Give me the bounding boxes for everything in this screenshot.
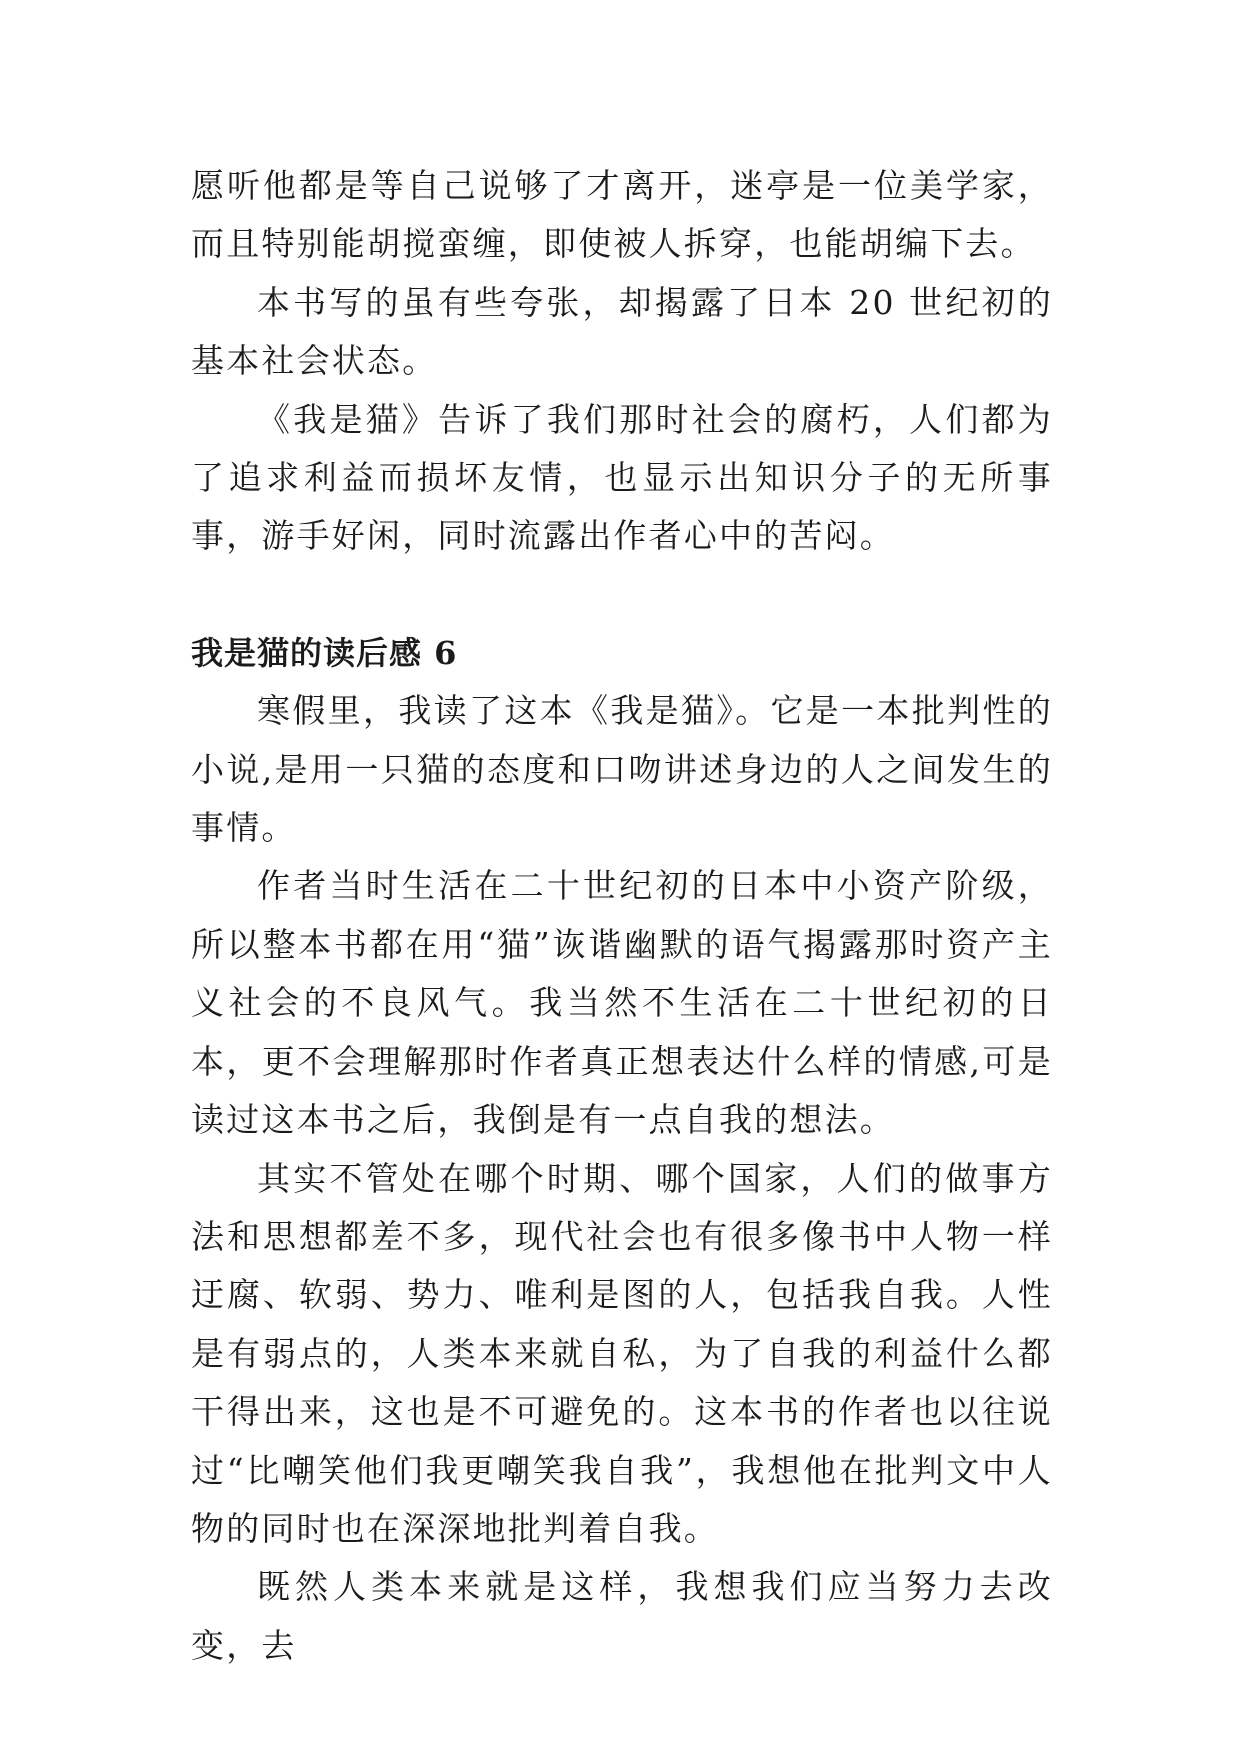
paragraph-4: 寒假里，我读了这本《我是猫》。它是一本批判性的小说,是用一只猫的态度和口吻讲述身边的人之间发生的事情。 — [191, 691, 1053, 848]
paragraph-7: 既然人类本来就是这样，我想我们应当努力去改变，去 — [191, 1567, 1053, 1665]
document-body — [191, 157, 1053, 1675]
paragraph-3: 《我是猫》告诉了我们那时社会的腐朽，人们都为了追求利益而损坏友情，也显示出知识分子的无所事事，游手好闲，同时流露出作者心中的苦闷。 — [191, 399, 1053, 556]
paragraph-5: 作者当时生活在二十世纪初的日本中小资产阶级，所以整本书都在用“猫”诙谐幽默的语气揭露那时资产主义社会的不良风气。我当然不生活在二十世纪初的日本，更不会理解那时作者真正想表达什么样的情感,可是读过这本书之后，我倒是有一点自我的想法。 — [191, 866, 1053, 1140]
paragraph-1: 愿听他都是等自己说够了才离开，迷亭是一位美学家，而且特别能胡搅蛮缠，即使被人拆穿，也能胡编下去。 — [191, 166, 1053, 264]
paragraph-6: 其实不管处在哪个时期、哪个国家，人们的做事方法和思想都差不多，现代社会也有很多像书中人物一样迂腐、软弱、势力、唯利是图的人，包括我自我。人性是有弱点的，人类本来就自私，为了自我的利益什么都干得出来，这也是不可避免的。这本书的作者也以往说过“比嘲笑他们我更嘲笑我自我”，我想他在批判文中人物的同时也在深深地批判着自我。 — [191, 1158, 1053, 1548]
paragraph-2: 本书写的虽有些夸张，却揭露了日本 20 世纪初的基本社会状态。 — [191, 282, 1053, 381]
section-heading: 我是猫的读后感 6 — [191, 633, 458, 672]
